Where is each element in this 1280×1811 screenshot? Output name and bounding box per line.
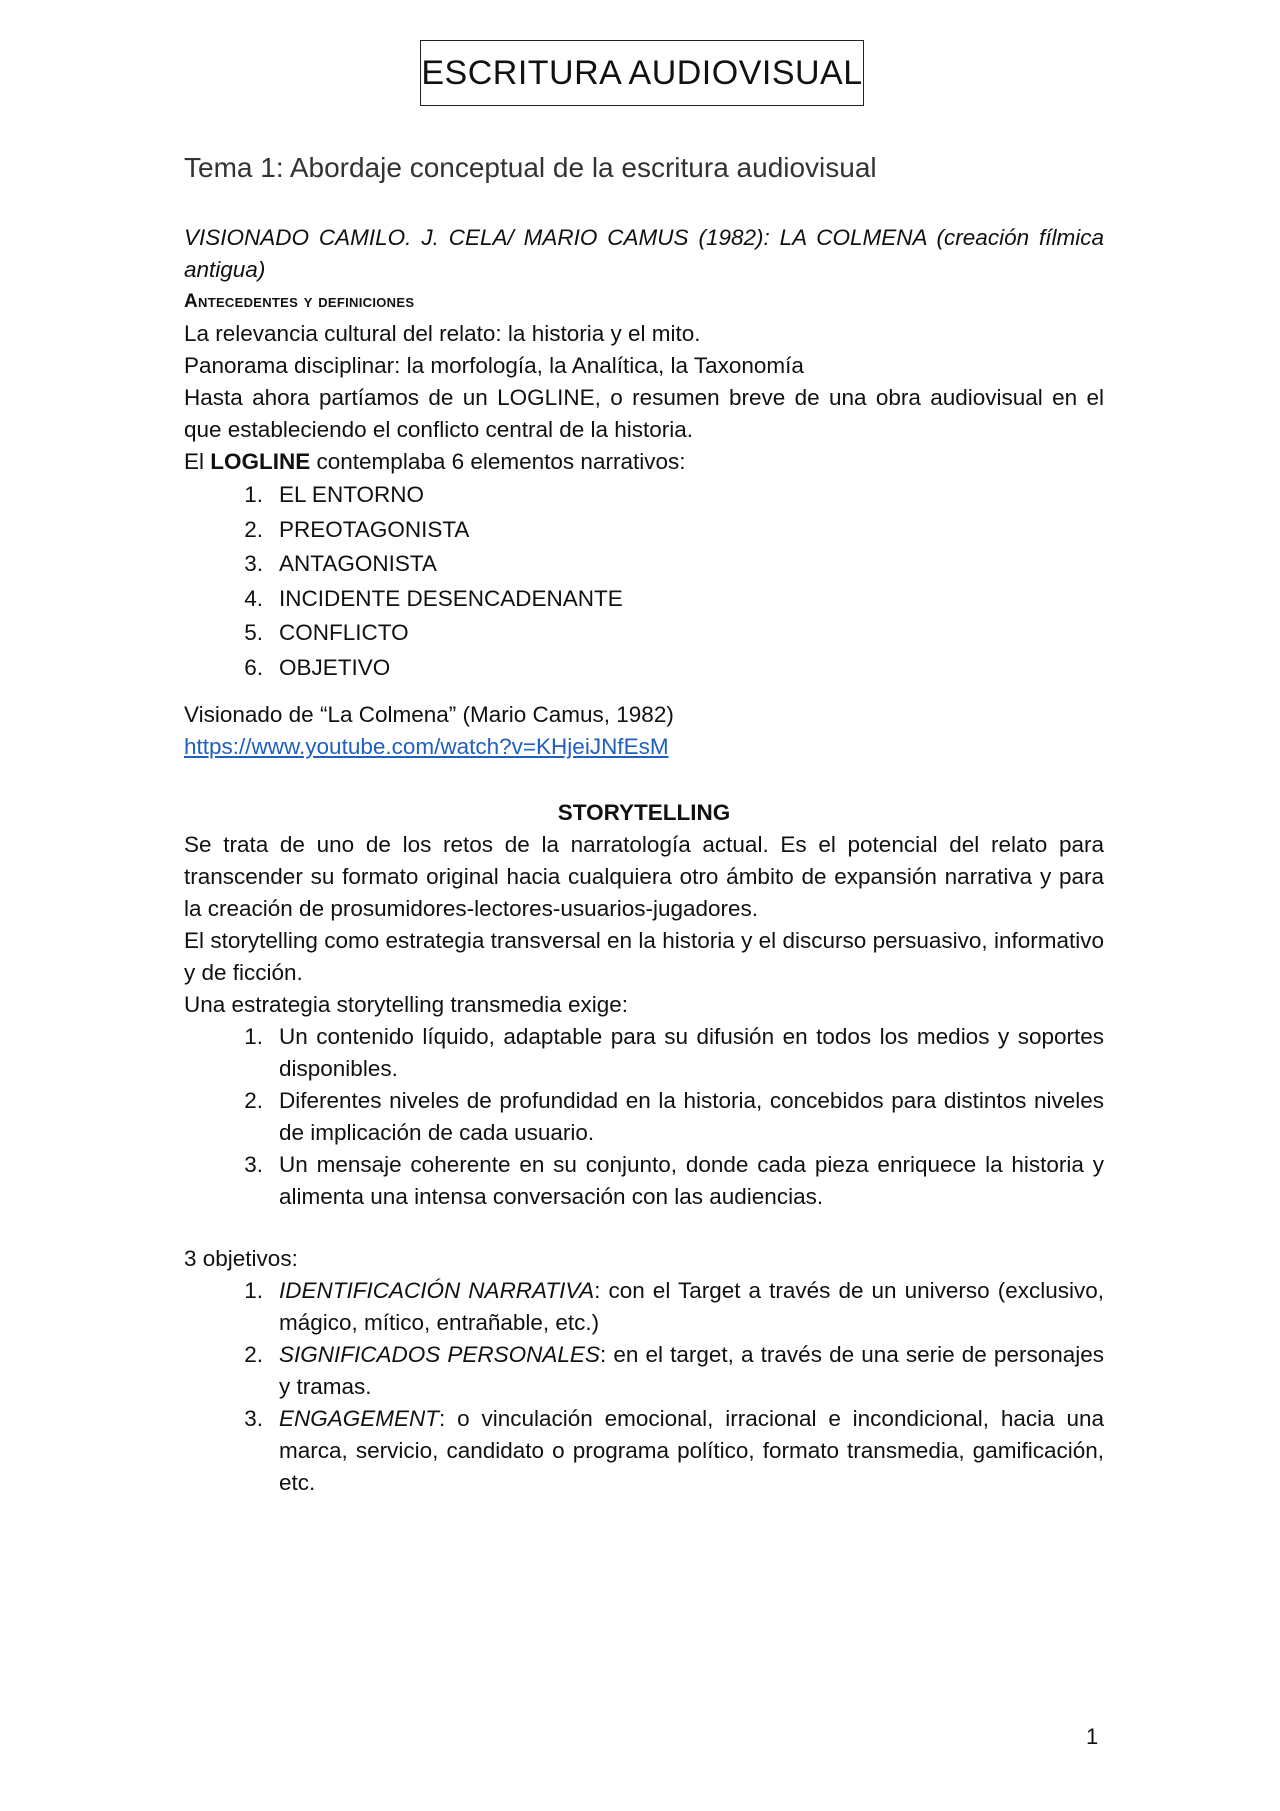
objetivos-list bbox=[184, 1275, 1104, 1499]
list-item: 1. Un contenido líquido, adaptable para su difusión en todos los medios y soportes disponibles. bbox=[244, 1024, 1104, 1081]
document-title: ESCRITURA AUDIOVISUAL bbox=[421, 53, 863, 92]
document-title-box bbox=[420, 40, 864, 106]
logline-intro: El LOGLINE contemplaba 6 elementos narrativos: bbox=[184, 449, 686, 474]
storytelling-paragraph-2: El storytelling como estrategia transversal en la historia y el discurso persuasivo, informativo y de ficción. bbox=[184, 928, 1104, 985]
objetivos-heading: 3 objetivos: bbox=[184, 1246, 298, 1271]
page-number: 1 bbox=[1086, 1724, 1099, 1749]
document-body bbox=[184, 222, 1104, 1499]
logline-term: LOGLINE bbox=[210, 449, 311, 474]
list-item: 2. SIGNIFICADOS PERSONALES: en el target, a través de una serie de personajes y tramas. bbox=[244, 1342, 1104, 1399]
topic-heading: Tema 1: Abordaje conceptual de la escritura audiovisual bbox=[184, 152, 877, 183]
objetivo-term: IDENTIFICACIÓN NARRATIVA bbox=[279, 1278, 595, 1303]
intro-line-2: Panorama disciplinar: la morfología, la Analítica, la Taxonomía bbox=[184, 353, 804, 378]
intro-line-1: La relevancia cultural del relato: la historia y el mito. bbox=[184, 321, 701, 346]
video-label: Visionado de “La Colmena” (Mario Camus, 1982) bbox=[184, 702, 674, 727]
storytelling-heading: STORYTELLING bbox=[557, 800, 731, 825]
list-item: 2. Diferentes niveles de profundidad en la historia, concebidos para distintos niveles de implicación de cada usuario. bbox=[244, 1088, 1104, 1145]
objetivo-term: SIGNIFICADOS PERSONALES bbox=[279, 1342, 600, 1367]
list-item: 3. Un mensaje coherente en su conjunto, donde cada pieza enriquece la historia y alimenta una intensa conversación con las audiencias. bbox=[244, 1152, 1104, 1209]
list-item: 4. INCIDENTE DESENCADENANTE bbox=[244, 585, 623, 611]
list-item: 1. EL ENTORNO bbox=[244, 482, 425, 507]
logline-elements-list bbox=[184, 478, 1104, 685]
list-item: 2. PREOTAGONISTA bbox=[244, 516, 470, 542]
section-heading-antecedentes: Antecedentes y definiciones bbox=[184, 291, 415, 312]
transmedia-requirements-list bbox=[184, 1021, 1104, 1213]
list-item: 6. OBJETIVO bbox=[244, 654, 391, 680]
list-item: 3. ANTAGONISTA bbox=[244, 551, 437, 576]
list-item: 1. IDENTIFICACIÓN NARRATIVA: con el Target a través de un universo (exclusivo, mágico, mítico, entrañable, etc.) bbox=[244, 1278, 1104, 1335]
objetivo-term: ENGAGEMENT bbox=[279, 1406, 440, 1431]
storytelling-paragraph-3: Una estrategia storytelling transmedia exige: bbox=[184, 992, 628, 1017]
intro-line-3: Hasta ahora partíamos de un LOGLINE, o resumen breve de una obra audiovisual en el que estableciendo el conflicto central de la historia. bbox=[184, 385, 1104, 442]
list-item: 5. CONFLICTO bbox=[244, 620, 409, 645]
storytelling-paragraph-1: Se trata de uno de los retos de la narratología actual. Es el potencial del relato para transcender su formato original hacia cualquiera otro ámbito de expansión narrativa y para la creación de prosumidores-lectores-usuarios-jugadores. bbox=[184, 832, 1104, 921]
youtube-link[interactable]: https://www.youtube.com/watch?v=KHjeiJNfEsM bbox=[184, 734, 669, 759]
visionado-line: VISIONADO CAMILO. J. CELA/ MARIO CAMUS (1982): LA COLMENA (creación fílmica antigua) bbox=[184, 225, 1104, 282]
list-item: 3. ENGAGEMENT: o vinculación emocional, irracional e incondicional, hacia una marca, servicio, candidato o programa político, formato transmedia, gamificación, etc. bbox=[244, 1406, 1104, 1495]
